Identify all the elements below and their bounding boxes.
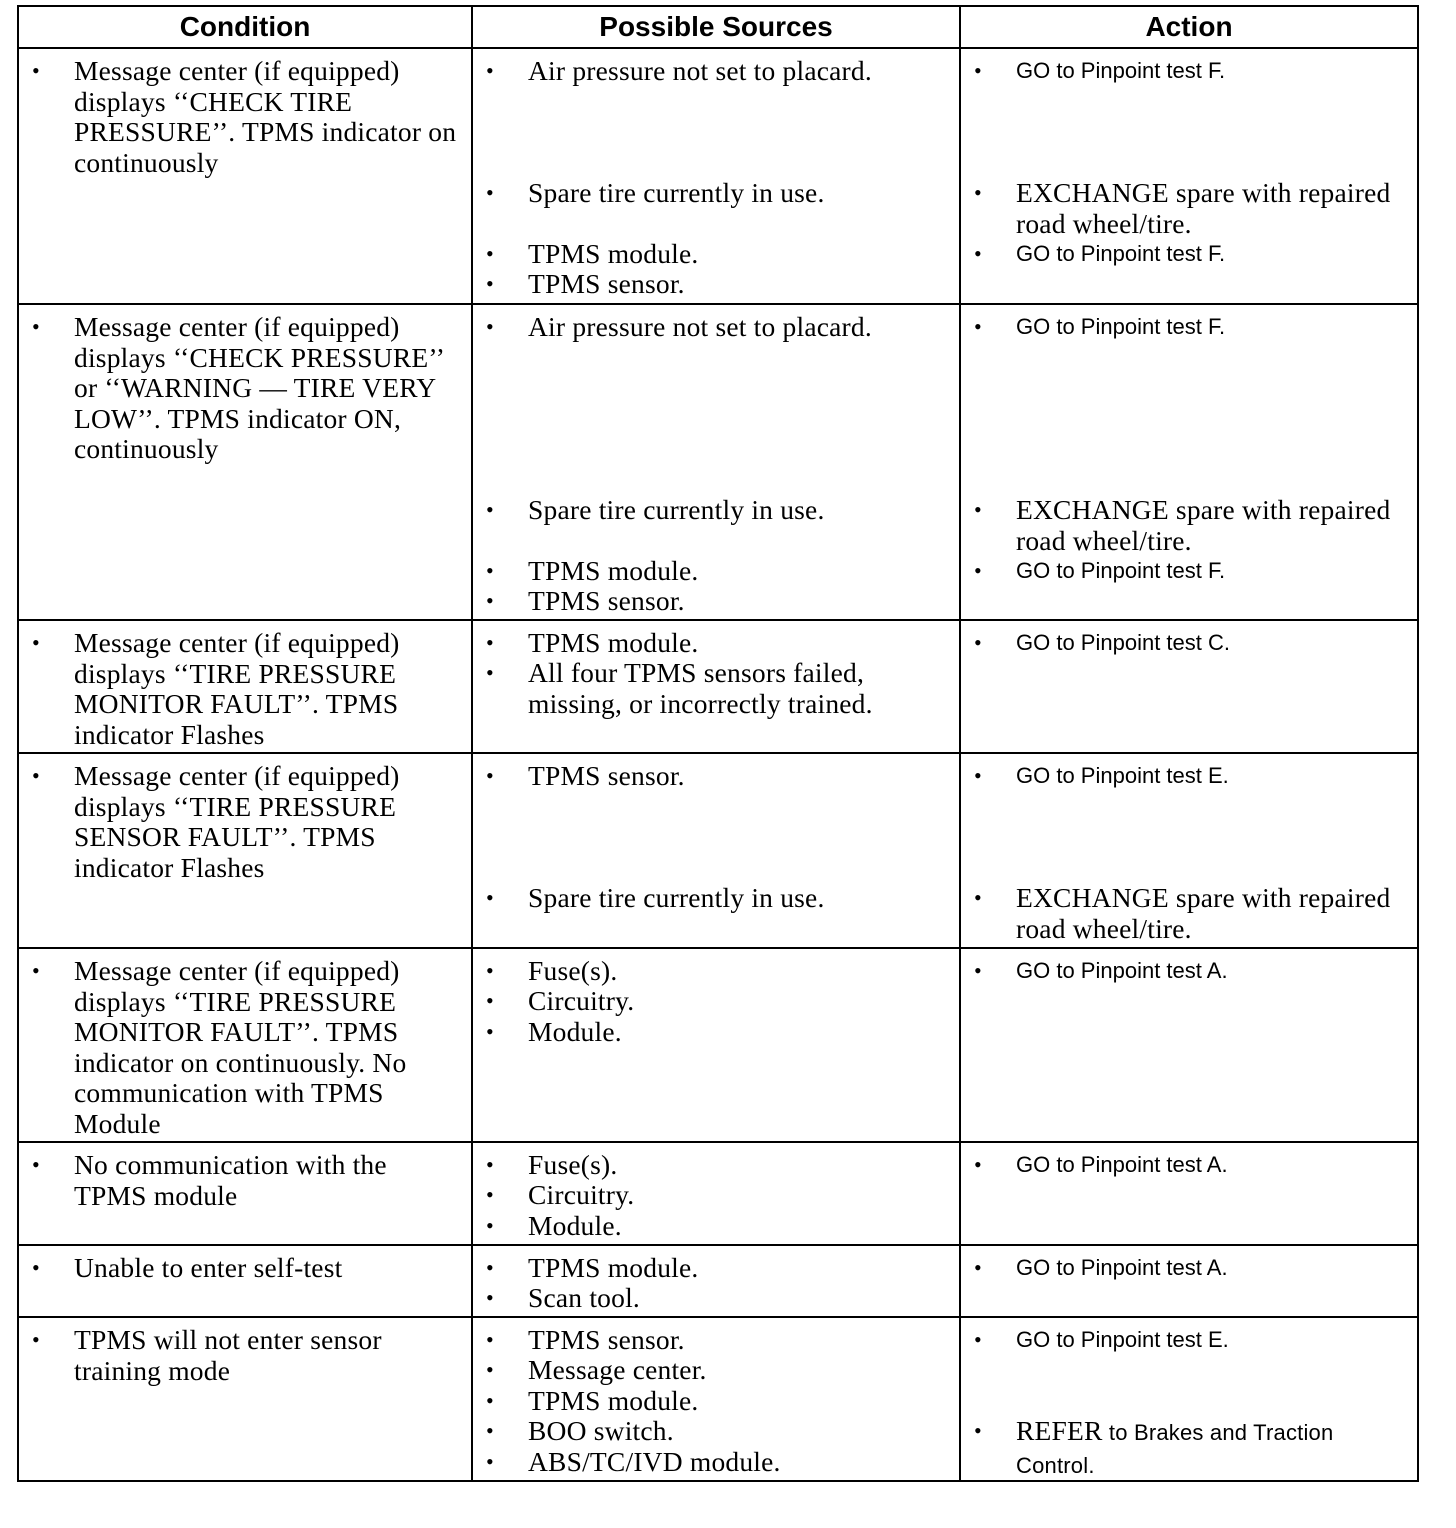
action-cell <box>960 304 1418 620</box>
item-text: TPMS will not enter sensor training mode <box>74 1324 382 1386</box>
bullet-icon: • <box>486 558 494 583</box>
bullet-icon: • <box>974 763 982 788</box>
list-item <box>473 1416 959 1447</box>
list-item <box>19 761 471 883</box>
bullet-icon: • <box>32 630 40 655</box>
bullet-icon: • <box>974 58 982 83</box>
bullet-icon: • <box>974 958 982 983</box>
bullet-icon: • <box>486 241 494 266</box>
bullet-icon: • <box>486 1357 494 1382</box>
item-text: TPMS module. <box>528 1252 699 1283</box>
sources-cell <box>472 620 960 753</box>
item-text: Unable to enter self-test <box>74 1252 343 1283</box>
list-item <box>473 239 959 270</box>
list-item <box>19 1325 471 1386</box>
bullet-icon: • <box>486 763 494 788</box>
list-item <box>961 178 1417 239</box>
list-item <box>961 56 1417 87</box>
item-text: TPMS module. <box>528 627 699 658</box>
action-cell <box>960 948 1418 1142</box>
condition-cell <box>18 1142 472 1245</box>
bullet-icon: • <box>486 1285 494 1310</box>
bullet-icon: • <box>974 885 982 910</box>
list-item <box>473 1447 959 1478</box>
bullet-icon: • <box>974 1327 982 1352</box>
header-action: Action <box>960 6 1418 48</box>
bullet-icon: • <box>32 58 40 83</box>
sources-cell <box>472 304 960 620</box>
sources-cell <box>472 1142 960 1245</box>
bullet-icon: • <box>486 588 494 613</box>
table-row <box>18 948 1418 1142</box>
item-text: No communication with the TPMS module <box>74 1149 387 1211</box>
item-text-part: to Brakes and Traction Control. <box>1016 1420 1334 1478</box>
sources-cell <box>472 1317 960 1481</box>
item-text: Air pressure not set to placard. <box>528 55 872 86</box>
item-text: GO to Pinpoint test F. <box>1016 314 1226 339</box>
bullet-icon: • <box>32 763 40 788</box>
item-text: EXCHANGE spare with repaired road wheel/tire. <box>1016 882 1391 944</box>
table-row <box>18 1245 1418 1317</box>
list-item <box>473 1253 959 1284</box>
list-item <box>961 628 1417 659</box>
list-item <box>473 883 959 914</box>
bullet-icon: • <box>486 660 494 685</box>
list-item <box>473 178 959 209</box>
item-text: Scan tool. <box>528 1282 640 1313</box>
item-text: GO to Pinpoint test F. <box>1016 241 1226 266</box>
condition-cell <box>18 948 472 1142</box>
list-item <box>473 986 959 1017</box>
item-text: GO to Pinpoint test E. <box>1016 763 1229 788</box>
bullet-icon: • <box>974 180 982 205</box>
bullet-icon: • <box>974 1152 982 1177</box>
list-item <box>961 1325 1417 1356</box>
list-item <box>961 956 1417 987</box>
item-text: Fuse(s). <box>528 1149 618 1180</box>
bullet-icon: • <box>32 314 40 339</box>
condition-cell <box>18 48 472 304</box>
list-item <box>961 556 1417 587</box>
list-item <box>19 312 471 465</box>
item-text: TPMS module. <box>528 238 699 269</box>
list-item <box>19 1150 471 1211</box>
list-item <box>473 1180 959 1211</box>
bullet-icon: • <box>974 314 982 339</box>
bullet-icon: • <box>486 630 494 655</box>
table-row <box>18 1317 1418 1481</box>
bullet-icon: • <box>486 1019 494 1044</box>
bullet-icon: • <box>974 241 982 266</box>
bullet-icon: • <box>32 958 40 983</box>
list-item <box>473 761 959 792</box>
condition-cell <box>18 1317 472 1481</box>
item-text: TPMS sensor. <box>528 585 685 616</box>
bullet-icon: • <box>974 1255 982 1280</box>
action-cell <box>960 753 1418 948</box>
diagnosis-table <box>17 5 1419 1482</box>
table-row <box>18 304 1418 620</box>
item-text: TPMS module. <box>528 1385 699 1416</box>
item-text: TPMS sensor. <box>528 268 685 299</box>
item-text <box>1016 1416 1417 1481</box>
bullet-icon: • <box>974 1418 982 1443</box>
item-text: GO to Pinpoint test A. <box>1016 1255 1228 1280</box>
item-text: EXCHANGE spare with repaired road wheel/tire. <box>1016 177 1391 239</box>
list-item <box>473 1283 959 1314</box>
item-text: Air pressure not set to placard. <box>528 311 872 342</box>
list-item <box>473 1150 959 1181</box>
diagnosis-table-container <box>17 5 1417 1482</box>
list-item <box>473 312 959 343</box>
bullet-icon: • <box>486 314 494 339</box>
item-text: Message center (if equipped) displays ‘‘TIRE PRESSURE MONITOR FAULT’’. TPMS indicator on continuously. No communication with TPMS Module <box>74 955 407 1139</box>
list-item <box>473 628 959 659</box>
bullet-icon: • <box>974 558 982 583</box>
bullet-icon: • <box>32 1152 40 1177</box>
list-item <box>961 1416 1417 1481</box>
item-text: Circuitry. <box>528 1179 635 1210</box>
bullet-icon: • <box>974 630 982 655</box>
item-text: Message center (if equipped) displays ‘‘TIRE PRESSURE SENSOR FAULT’’. TPMS indicator Flashes <box>74 760 400 883</box>
item-text: All four TPMS sensors failed, missing, or incorrectly trained. <box>528 657 873 719</box>
list-item <box>473 556 959 587</box>
item-text: EXCHANGE spare with repaired road wheel/tire. <box>1016 494 1391 556</box>
list-item <box>961 1150 1417 1181</box>
bullet-icon: • <box>486 1255 494 1280</box>
list-item <box>473 586 959 617</box>
bullet-icon: • <box>32 1327 40 1352</box>
list-item <box>961 312 1417 343</box>
item-text-part: REFER <box>1016 1415 1103 1446</box>
bullet-icon: • <box>486 180 494 205</box>
list-item <box>473 1017 959 1048</box>
bullet-icon: • <box>32 1255 40 1280</box>
list-item <box>961 239 1417 270</box>
bullet-icon: • <box>974 497 982 522</box>
condition-cell <box>18 304 472 620</box>
list-item <box>961 495 1417 556</box>
bullet-icon: • <box>486 958 494 983</box>
table-row <box>18 753 1418 948</box>
action-cell <box>960 620 1418 753</box>
header-row <box>18 6 1418 48</box>
item-text: Message center. <box>528 1354 707 1385</box>
item-text: TPMS sensor. <box>528 1324 685 1355</box>
table-row <box>18 48 1418 304</box>
item-text: BOO switch. <box>528 1415 674 1446</box>
action-cell <box>960 1245 1418 1317</box>
item-text: GO to Pinpoint test E. <box>1016 1327 1229 1352</box>
list-item <box>473 1355 959 1386</box>
list-item <box>473 1211 959 1242</box>
bullet-icon: • <box>486 988 494 1013</box>
list-item <box>961 761 1417 792</box>
list-item <box>473 658 959 719</box>
bullet-icon: • <box>486 1418 494 1443</box>
bullet-icon: • <box>486 58 494 83</box>
table-row <box>18 1142 1418 1245</box>
table-row <box>18 620 1418 753</box>
item-text: GO to Pinpoint test F. <box>1016 558 1226 583</box>
item-text: Spare tire currently in use. <box>528 494 825 525</box>
action-cell <box>960 48 1418 304</box>
item-text: Spare tire currently in use. <box>528 177 825 208</box>
bullet-icon: • <box>486 1213 494 1238</box>
list-item <box>473 495 959 526</box>
bullet-icon: • <box>486 1388 494 1413</box>
condition-cell <box>18 753 472 948</box>
list-item <box>473 56 959 87</box>
sources-cell <box>472 948 960 1142</box>
item-text: TPMS module. <box>528 555 699 586</box>
bullet-icon: • <box>486 1152 494 1177</box>
list-item <box>473 1386 959 1417</box>
list-item <box>473 956 959 987</box>
item-text: Fuse(s). <box>528 955 618 986</box>
bullet-icon: • <box>486 271 494 296</box>
header-condition: Condition <box>18 6 472 48</box>
bullet-icon: • <box>486 885 494 910</box>
bullet-icon: • <box>486 1327 494 1352</box>
item-text: GO to Pinpoint test A. <box>1016 1152 1228 1177</box>
item-text: GO to Pinpoint test F. <box>1016 58 1226 83</box>
list-item <box>473 1325 959 1356</box>
item-text: Module. <box>528 1016 622 1047</box>
list-item <box>473 269 959 300</box>
list-item <box>19 1253 471 1284</box>
list-item <box>19 628 471 750</box>
sources-cell <box>472 753 960 948</box>
item-text: TPMS sensor. <box>528 760 685 791</box>
item-text: Module. <box>528 1210 622 1241</box>
sources-cell <box>472 48 960 304</box>
condition-cell <box>18 620 472 753</box>
action-cell <box>960 1317 1418 1481</box>
item-text: Spare tire currently in use. <box>528 882 825 913</box>
list-item <box>961 883 1417 944</box>
item-text: Message center (if equipped) displays ‘‘CHECK TIRE PRESSURE’’. TPMS indicator on continuously <box>74 55 457 178</box>
list-item <box>19 956 471 1139</box>
item-text: GO to Pinpoint test A. <box>1016 958 1228 983</box>
item-text: Message center (if equipped) displays ‘‘TIRE PRESSURE MONITOR FAULT’’. TPMS indicator Flashes <box>74 627 400 750</box>
action-cell <box>960 1142 1418 1245</box>
item-text: Circuitry. <box>528 985 635 1016</box>
bullet-icon: • <box>486 497 494 522</box>
item-text: Message center (if equipped) displays ‘‘CHECK PRESSURE’’ or ‘‘WARNING — TIRE VERY LOW’’. TPMS indicator ON, continuously <box>74 311 444 464</box>
sources-cell <box>472 1245 960 1317</box>
item-text: ABS/TC/IVD module. <box>528 1446 781 1477</box>
table-body <box>18 48 1418 1481</box>
list-item <box>19 56 471 178</box>
bullet-icon: • <box>486 1449 494 1474</box>
list-item <box>961 1253 1417 1284</box>
header-possible-sources: Possible Sources <box>472 6 960 48</box>
bullet-icon: • <box>486 1182 494 1207</box>
item-text: GO to Pinpoint test C. <box>1016 630 1230 655</box>
condition-cell <box>18 1245 472 1317</box>
